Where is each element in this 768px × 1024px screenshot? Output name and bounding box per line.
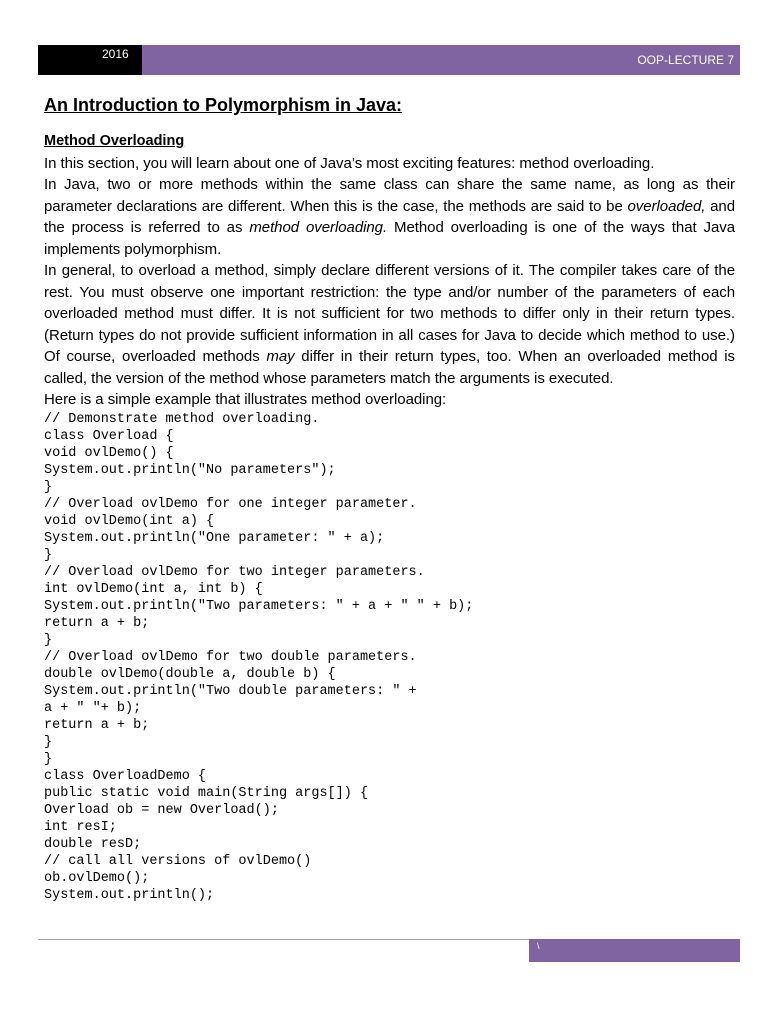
header-band <box>142 45 740 75</box>
header-year: 2016 <box>102 47 129 61</box>
paragraph-overloading-rules <box>44 260 735 389</box>
text-segment: In general, to overload a method, simply declare different versions of it. The compiler takes care of the rest. You must observe one important restriction: the type and/or number of the parameters of each overloaded method must differ. It is not sufficient for two methods to differ only in their return types. (Return types do not provide sufficient information in all cases for Java to decide which method to use.) Of course, overloaded methods <box>44 262 735 365</box>
italic-term-overloaded: overloaded, <box>627 197 706 215</box>
page-title: An Introduction to Polymorphism in Java: <box>44 95 403 115</box>
footer-band <box>529 939 740 962</box>
text-segment: Method overloading is one of the ways that Java implements polymorphism. <box>44 219 735 258</box>
header-course-title: OOP-LECTURE 7 <box>637 53 734 67</box>
text-segment: and the process is referred to as <box>44 197 735 236</box>
text-segment: In Java, two or more methods within the same class can share the same name, as long as their parameter declarations are different. When this is the case, the methods are said to be <box>44 176 735 215</box>
paragraph-overloading-definition <box>44 174 735 260</box>
paragraph-intro: In this section, you will learn about one of Java’s most exciting features: method overloading. <box>44 154 655 172</box>
code-listing: // Demonstrate method overloading. class Overload { void ovlDemo() { System.out.println("No parameters"); } // Overload ovlDemo for one integer parameter. void ovlDemo(int a) { System.out.println("One parameter: " + a); } // Overload ovlDemo for two integer parameters. int ovlDemo(int a, int b) { System.out.println("Two parameters: " + a + " " + b); return a + b; } // Overload ovlDemo for two double parameters. double ovlDemo(double a, double b) { System.out.println("Two double parameters: " + a + " "+ b); return a + b; } } class OverloadDemo { public static void main(String args[]) { Overload ob = new Overload(); int resI; double resD; // call all versions of ovlDemo() ob.ovlDemo(); System.out.println(); <box>44 411 474 903</box>
footer-mark: \ <box>537 941 540 951</box>
header-year-tab <box>38 45 142 75</box>
document-body <box>44 93 735 904</box>
paragraph-example-intro: Here is a simple example that illustrates method overloading: <box>44 391 447 408</box>
text-segment: differ in their return types, too. When an overloaded method is called, the version of the method whose parameters match the arguments is executed. <box>44 348 736 387</box>
italic-term-method-overloading: method overloading. <box>249 219 388 236</box>
section-heading: Method Overloading <box>44 133 185 149</box>
italic-term-may: may <box>266 348 295 365</box>
